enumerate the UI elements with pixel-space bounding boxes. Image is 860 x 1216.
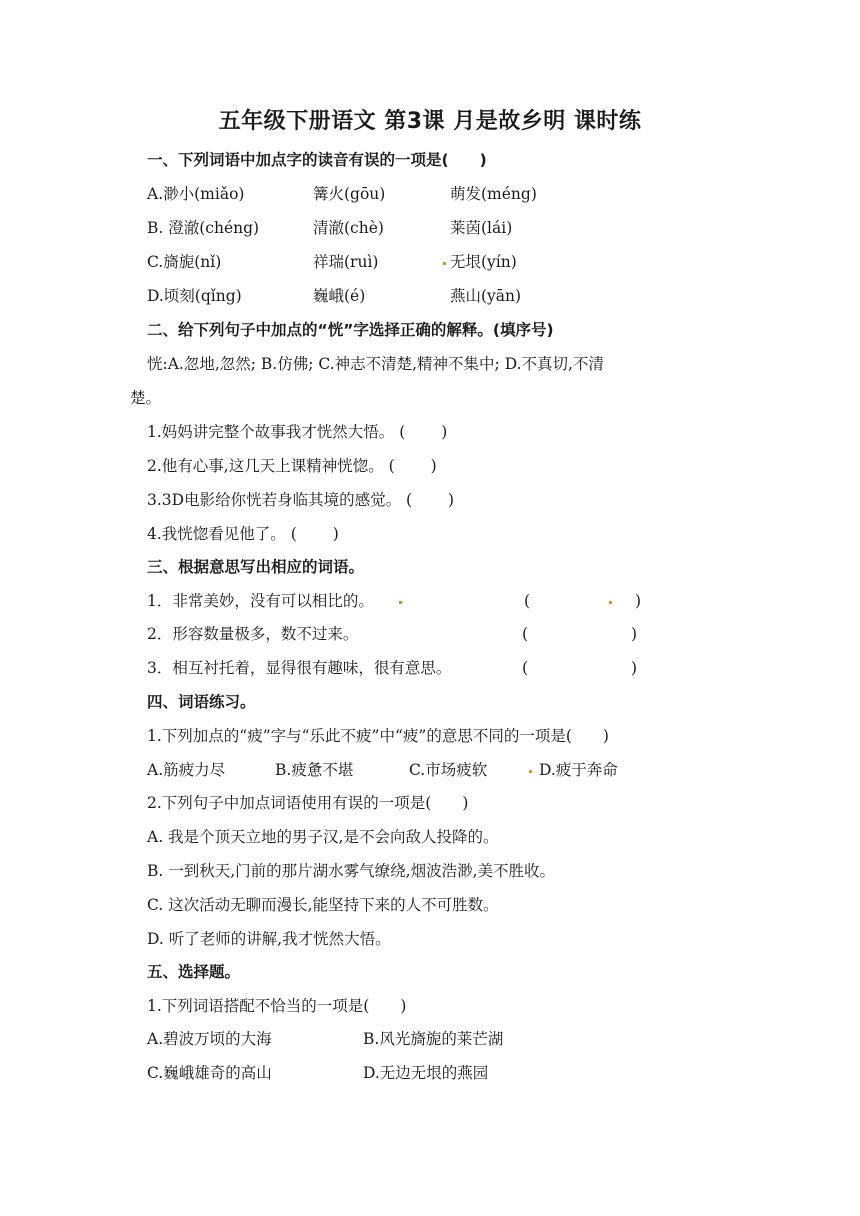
s4-q2-option-d: D. 听了老师的讲解,我才恍然大悟。 <box>147 930 391 948</box>
s3-item-1-marker-2 <box>607 591 614 611</box>
s1-option-d3: 燕山(yān) <box>450 287 522 305</box>
s1-option-d2: 巍峨(é) <box>313 287 366 305</box>
s5-options-row-2 <box>147 1063 707 1085</box>
s4-q2-option-c: C. 这次活动无聊而漫长,能坚持下来的人不可胜数。 <box>147 896 499 914</box>
s1-row-d <box>147 286 747 308</box>
s4-question-2: 2.下列句子中加点词语使用有误的一项是( ) <box>147 794 469 812</box>
s3-item-3 <box>147 658 707 680</box>
s5-options-row-1 <box>147 1029 707 1051</box>
s3-item-1-paren-left: ( <box>524 592 531 610</box>
s2-definitions: 恍:A.忽地,忽然; B.仿佛; C.神志不清楚,精神不集中; D.不真切,不清 <box>147 355 604 373</box>
s1-option-a3: 萌发(méng) <box>450 185 537 203</box>
s2-item-2: 2.他有心事,这几天上课精神恍惚。 ( ) <box>147 457 437 475</box>
s1-option-a2: 篝火(gōu) <box>313 185 386 203</box>
section-1-heading: 一、下列词语中加点字的读音有误的一项是( ) <box>147 151 487 169</box>
s2-item-1: 1.妈妈讲完整个故事我才恍然大悟。 ( ) <box>147 423 448 441</box>
s1-row-b <box>147 218 747 240</box>
s1-row-c <box>147 252 747 274</box>
s4-q2-option-a: A. 我是个顶天立地的男子汉,是不会向敌人投降的。 <box>147 828 499 846</box>
s4-q1-options <box>147 760 707 782</box>
page-title: 五年级下册语文 第3课 月是故乡明 课时练 <box>218 109 642 134</box>
s1-option-a1: A.渺小(miǎo) <box>147 185 245 203</box>
s1-option-b2: 清澈(chè) <box>313 219 384 237</box>
s1-option-b1: B. 澄澈(chéng) <box>147 219 260 237</box>
s3-item-2-paren-right: ) <box>631 625 638 643</box>
s3-item-3-paren-right: ) <box>631 659 638 677</box>
s5-option-b: B.风光旖旎的莱芒湖 <box>363 1030 504 1048</box>
s3-item-1 <box>147 591 707 613</box>
section-3-heading: 三、根据意思写出相应的词语。 <box>147 558 365 576</box>
s3-item-3-text: 3．相互衬托着，显得很有趣味，很有意思。 <box>147 659 452 677</box>
s3-item-2-text: 2．形容数量极多，数不过来。 <box>147 625 359 643</box>
s1-option-d1: D.顷刻(qǐng) <box>147 287 242 305</box>
s1-option-c3-marker <box>441 252 448 272</box>
s4-q1-option-d-marker <box>527 760 534 780</box>
section-2-heading: 二、给下列句子中加点的“恍”字选择正确的解释。(填序号) <box>147 321 554 339</box>
s5-option-d: D.无边无垠的燕园 <box>363 1064 489 1082</box>
s4-q1-option-a: A.筋疲力尽 <box>147 761 226 779</box>
s1-row-a <box>147 184 747 206</box>
s1-option-c2: 祥瑞(ruì) <box>313 253 379 271</box>
s4-q1-option-d: D.疲于奔命 <box>539 761 618 779</box>
s1-option-b3: 莱茵(lái) <box>450 219 513 237</box>
s5-question-1: 1.下列词语搭配不恰当的一项是( ) <box>147 997 407 1015</box>
section-5-heading: 五、选择题。 <box>147 963 241 981</box>
s3-item-2-paren-left: ( <box>522 625 529 643</box>
s4-q1-option-b: B.疲惫不堪 <box>275 761 354 779</box>
s3-item-1-paren-right: ) <box>635 592 642 610</box>
s5-option-c: C.巍峨雄奇的高山 <box>147 1064 272 1082</box>
s4-q2-option-b: B. 一到秋天,门前的那片湖水雾气缭绕,烟波浩渺,美不胜收。 <box>147 862 556 880</box>
s2-item-3: 3.3D电影给你恍若身临其境的感觉。 ( ) <box>147 491 455 509</box>
s2-item-4: 4.我恍惚看见他了。 ( ) <box>147 525 339 543</box>
s5-option-a: A.碧波万顷的大海 <box>147 1030 272 1048</box>
s1-option-c1: C.旖旎(nǐ) <box>147 253 222 271</box>
s4-question-1: 1.下列加点的“疲”字与“乐此不疲”中“疲”的意思不同的一项是( ) <box>147 727 609 745</box>
s4-q1-option-c: C.市场疲软 <box>409 761 488 779</box>
s3-item-3-paren-left: ( <box>522 659 529 677</box>
s3-item-1-marker <box>397 591 404 611</box>
s3-item-2 <box>147 624 707 646</box>
s1-option-c3: 无垠(yín) <box>450 253 517 271</box>
s2-definitions-cont: 楚。 <box>130 389 162 407</box>
s3-item-1-text: 1．非常美妙，没有可以相比的。 <box>147 592 374 610</box>
section-4-heading: 四、词语练习。 <box>147 693 256 711</box>
